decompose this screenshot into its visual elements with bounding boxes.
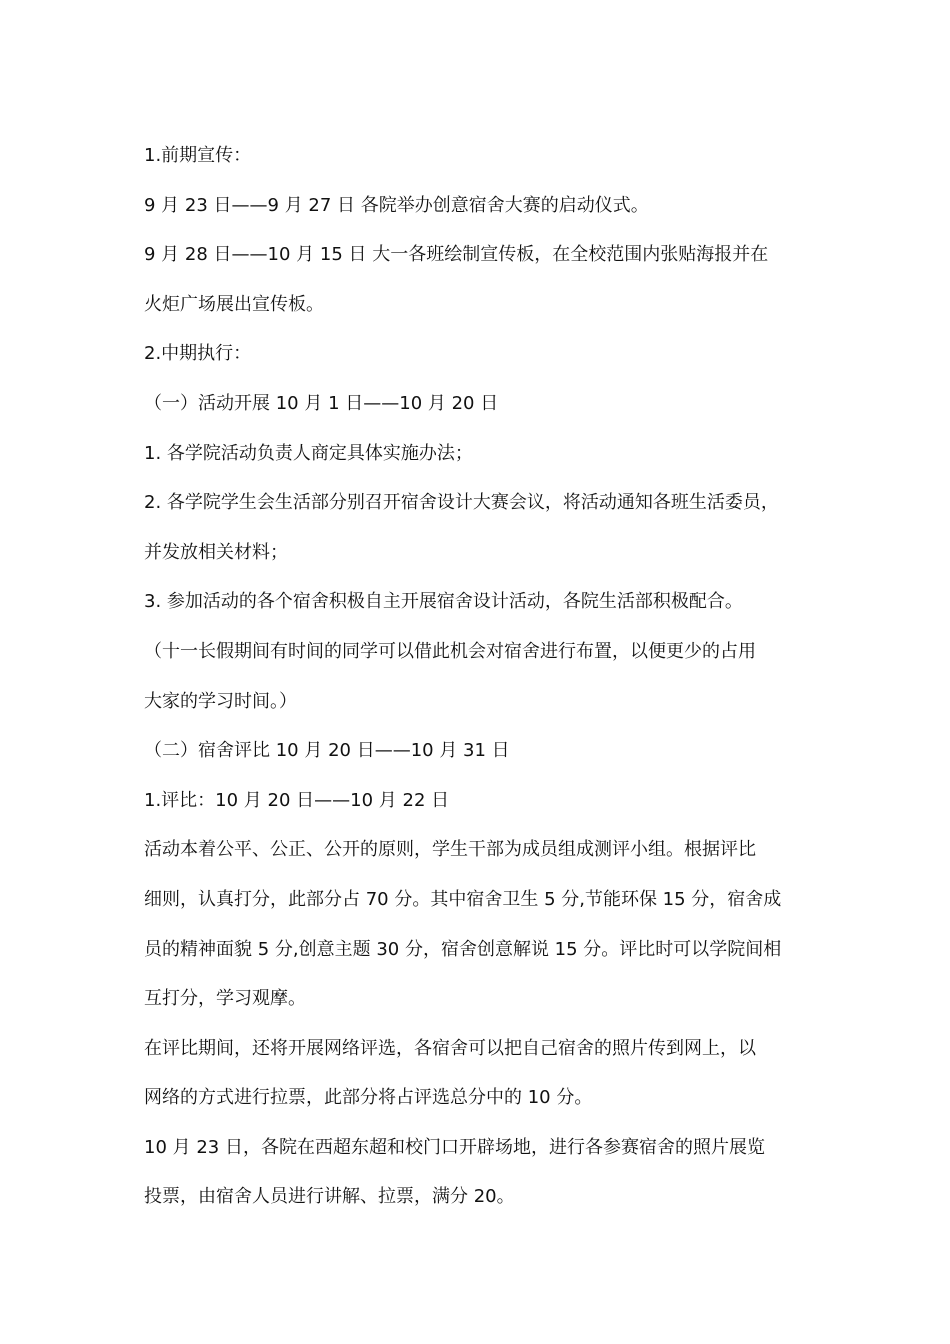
paragraph-line: 网络的方式进行拉票，此部分将占评选总分中的 10 分。: [144, 1087, 593, 1109]
section-heading-execution: 2.中期执行：: [144, 343, 252, 365]
paragraph-line: 并发放相关材料；: [144, 541, 288, 563]
subsection-heading-activity: （一）活动开展 10 月 1 日——10 月 20 日: [144, 392, 499, 414]
paragraph-line: 细则，认真打分，此部分占 70 分。其中宿舍卫生 5 分,节能环保 15 分，宿舍成: [144, 888, 782, 910]
paragraph-line: 3. 参加活动的各个宿舍积极自主开展宿舍设计活动，各院生活部积极配合。: [144, 591, 743, 613]
paragraph-line: 2. 各学院学生会生活部分别召开宿舍设计大赛会议，将活动通知各班生活委员，: [144, 492, 779, 514]
section-heading-publicity: 1.前期宣传：: [144, 145, 252, 166]
paragraph-line: 火炬广场展出宣传板。: [144, 293, 324, 315]
paragraph-line: 在评比期间，还将开展网络评选，各宿舍可以把自己宿舍的照片传到网上，以: [144, 1037, 756, 1059]
paragraph-line: 1. 各学院活动负责人商定具体实施办法；: [144, 442, 473, 464]
paragraph-line: 活动本着公平、公正、公开的原则，学生干部为成员组成测评小组。根据评比: [144, 839, 756, 861]
paragraph-line: 1.评比：10 月 20 日——10 月 22 日: [144, 789, 450, 811]
paragraph-line: 互打分，学习观摩。: [144, 988, 306, 1010]
paragraph-line: 投票，由宿舍人员进行讲解、拉票，满分 20。: [144, 1186, 515, 1208]
paragraph-line: 9 月 23 日——9 月 27 日 各院举办创意宿舍大赛的启动仪式。: [144, 194, 649, 216]
subsection-heading-evaluation: （二）宿舍评比 10 月 20 日——10 月 31 日: [144, 740, 510, 762]
paragraph-line: 大家的学习时间。）: [144, 690, 297, 712]
paragraph-line: 9 月 28 日——10 月 15 日 大一各班绘制宣传板，在全校范围内张贴海报并在: [144, 244, 769, 266]
paragraph-line: （十一长假期间有时间的同学可以借此机会对宿舍进行布置，以便更少的占用: [144, 640, 756, 662]
paragraph-line: 10 月 23 日，各院在西超东超和校门口开辟场地，进行各参赛宿舍的照片展览: [144, 1136, 765, 1158]
paragraph-line: 员的精神面貌 5 分,创意主题 30 分，宿舍创意解说 15 分。评比时可以学院间相: [144, 938, 782, 960]
document-body: [144, 131, 824, 1222]
